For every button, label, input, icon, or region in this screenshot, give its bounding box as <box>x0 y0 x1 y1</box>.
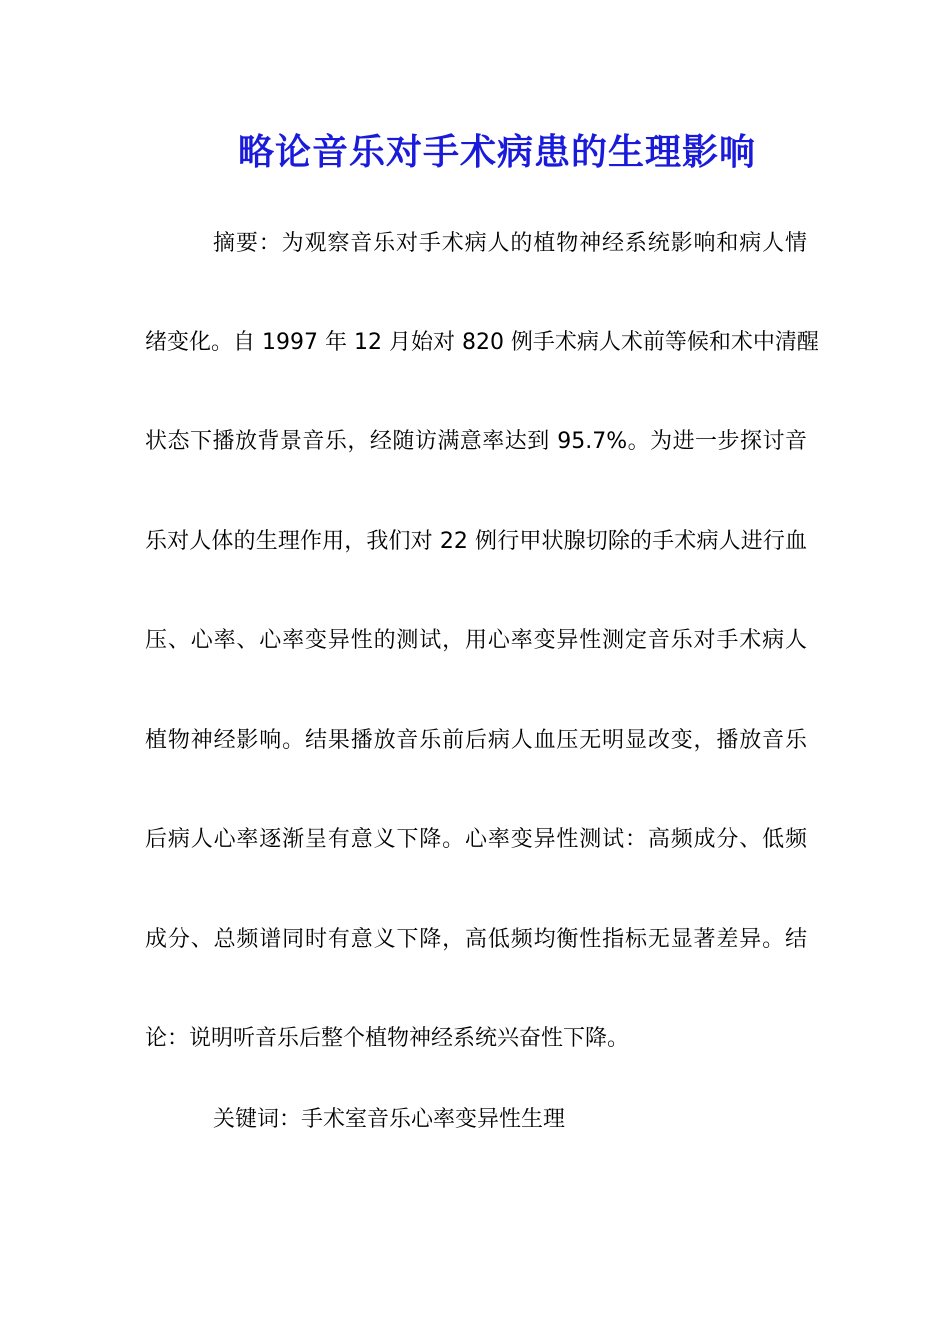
abstract-line: 绪变化。自 1997 年 12 月始对 820 例手术病人术前等候和术中清醒 <box>145 330 819 355</box>
abstract-line: 乐对人体的生理作用，我们对 22 例行甲状腺切除的手术病人进行血 <box>145 529 807 554</box>
page-title: 略论音乐对手术病患的生理影响 <box>237 131 756 173</box>
abstract-line: 状态下播放背景音乐，经随访满意率达到 95.7%。为进一步探讨音 <box>145 429 807 454</box>
abstract-line: 压、心率、心率变异性的测试，用心率变异性测定音乐对手术病人 <box>145 628 807 653</box>
abstract-line: 植物神经影响。结果播放音乐前后病人血压无明显改变，播放音乐 <box>145 728 807 753</box>
abstract-line: 后病人心率逐渐呈有意义下降。心率变异性测试：高频成分、低频 <box>145 827 807 852</box>
keywords-line: 关键词：手术室音乐心率变异性生理 <box>213 1107 566 1132</box>
abstract-line: 论：说明听音乐后整个植物神经系统兴奋性下降。 <box>145 1026 630 1051</box>
abstract-line: 成分、总频谱同时有意义下降，高低频均衡性指标无显著差异。结 <box>145 927 807 952</box>
abstract-line: 摘要：为观察音乐对手术病人的植物神经系统影响和病人情 <box>213 231 807 256</box>
